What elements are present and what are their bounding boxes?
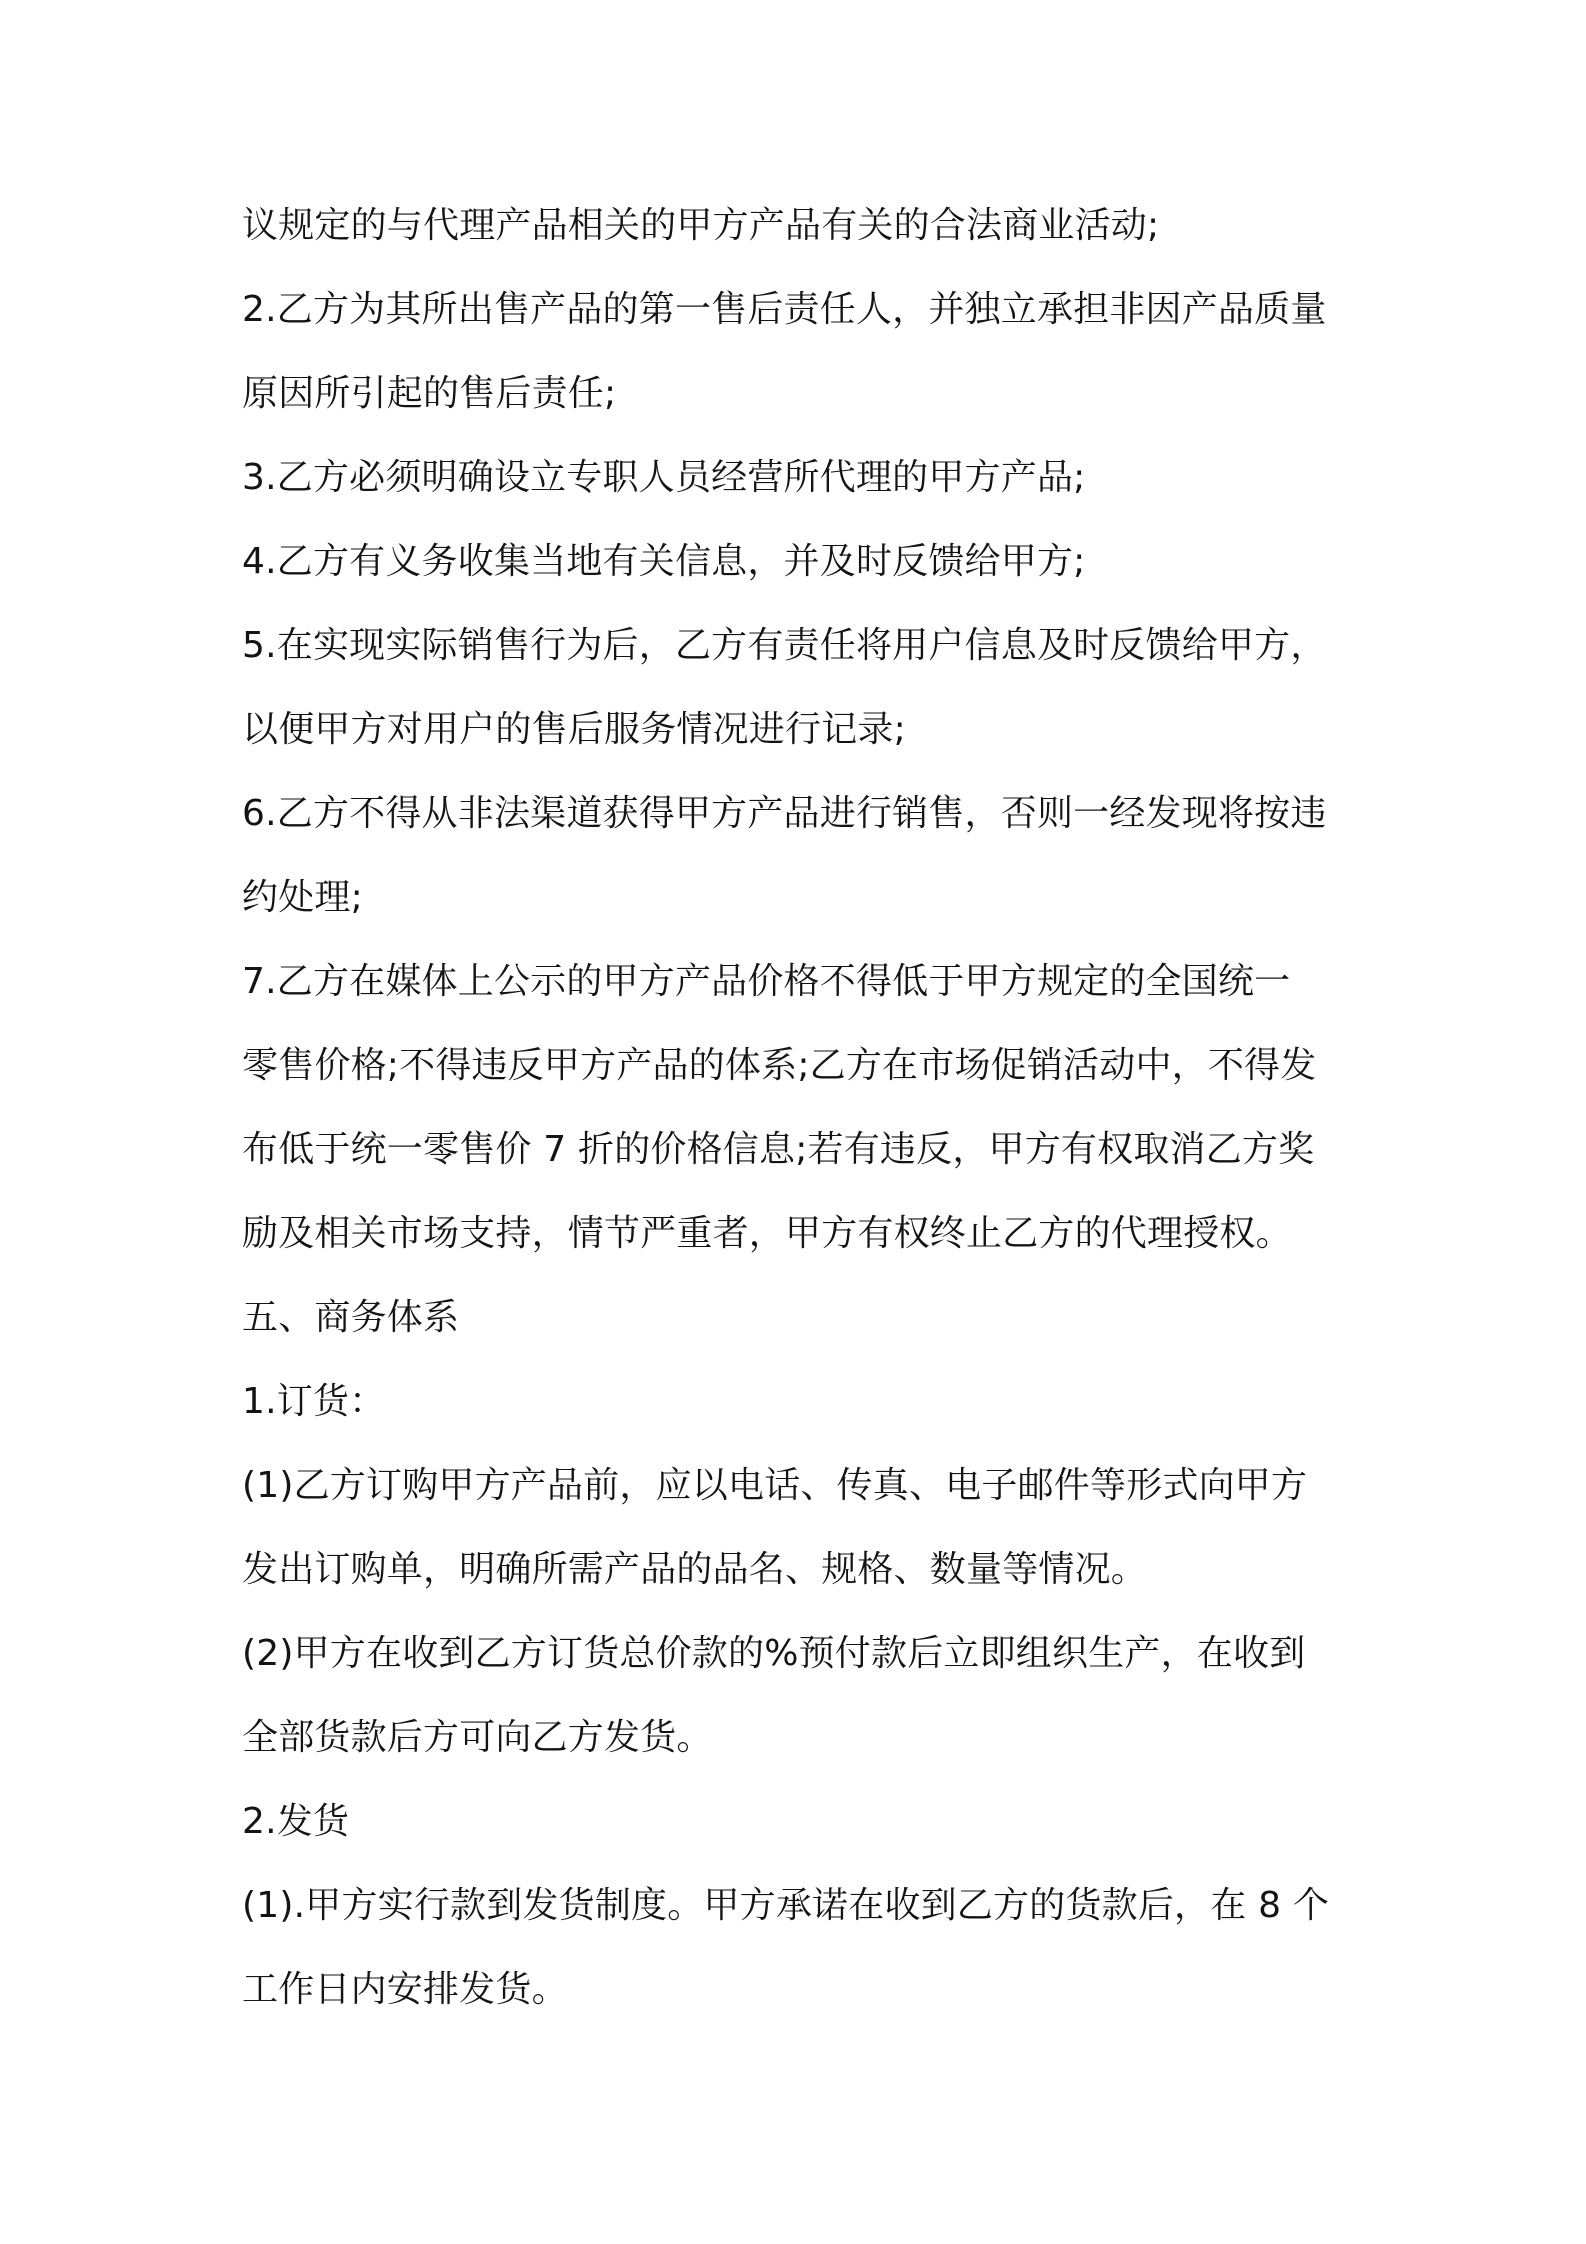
- list-item-7-line: 励及相关市场支持，情节严重者，甲方有权终止乙方的代理授权。: [242, 1213, 1292, 1254]
- section-heading: 五、商务体系: [242, 1297, 460, 1338]
- list-item-4-line: 4.乙方有义务收集当地有关信息，并及时反馈给甲方;: [242, 541, 1086, 582]
- list-item-7-line: 布低于统一零售价 7 折的价格信息;若有违反，甲方有权取消乙方奖: [242, 1129, 1315, 1170]
- list-item-7-line: 零售价格;不得违反甲方产品的体系;乙方在市场促销活动中，不得发: [242, 1045, 1317, 1086]
- list-item-5-line: 5.在实现实际销售行为后，乙方有责任将用户信息及时反馈给甲方，: [242, 625, 1327, 666]
- subsection-heading: 2.发货: [242, 1801, 350, 1842]
- list-item-6-line: 6.乙方不得从非法渠道获得甲方产品进行销售，否则一经发现将按违: [242, 793, 1327, 834]
- document-body: [242, 184, 1402, 2032]
- clause-2-line: (2)甲方在收到乙方订货总价款的%预付款后立即组织生产，在收到: [242, 1633, 1306, 1674]
- clause-1-line: 发出订购单，明确所需产品的品名、规格、数量等情况。: [242, 1549, 1148, 1590]
- subsection-heading: 1.订货：: [242, 1381, 386, 1422]
- clause-1-line: (1).甲方实行款到发货制度。甲方承诺在收到乙方的货款后，在 8 个: [242, 1885, 1330, 1926]
- list-item-7-line: 7.乙方在媒体上公示的甲方产品价格不得低于甲方规定的全国统一: [242, 961, 1291, 1002]
- clause-2-line: 全部货款后方可向乙方发货。: [242, 1717, 713, 1758]
- paragraph-line: 议规定的与代理产品相关的甲方产品有关的合法商业活动;: [242, 205, 1160, 246]
- list-item-5-line: 以便甲方对用户的售后服务情况进行记录;: [242, 709, 906, 750]
- list-item-2-line: 2.乙方为其所出售产品的第一售后责任人，并独立承担非因产品质量: [242, 289, 1327, 330]
- list-item-6-line: 约处理;: [242, 877, 363, 918]
- list-item-2-line: 原因所引起的售后责任;: [242, 373, 617, 414]
- list-item-3-line: 3.乙方必须明确设立专职人员经营所代理的甲方产品;: [242, 457, 1086, 498]
- clause-1-line: (1)乙方订购甲方产品前，应以电话、传真、电子邮件等形式向甲方: [242, 1465, 1308, 1506]
- clause-1-line: 工作日内安排发货。: [242, 1969, 568, 2010]
